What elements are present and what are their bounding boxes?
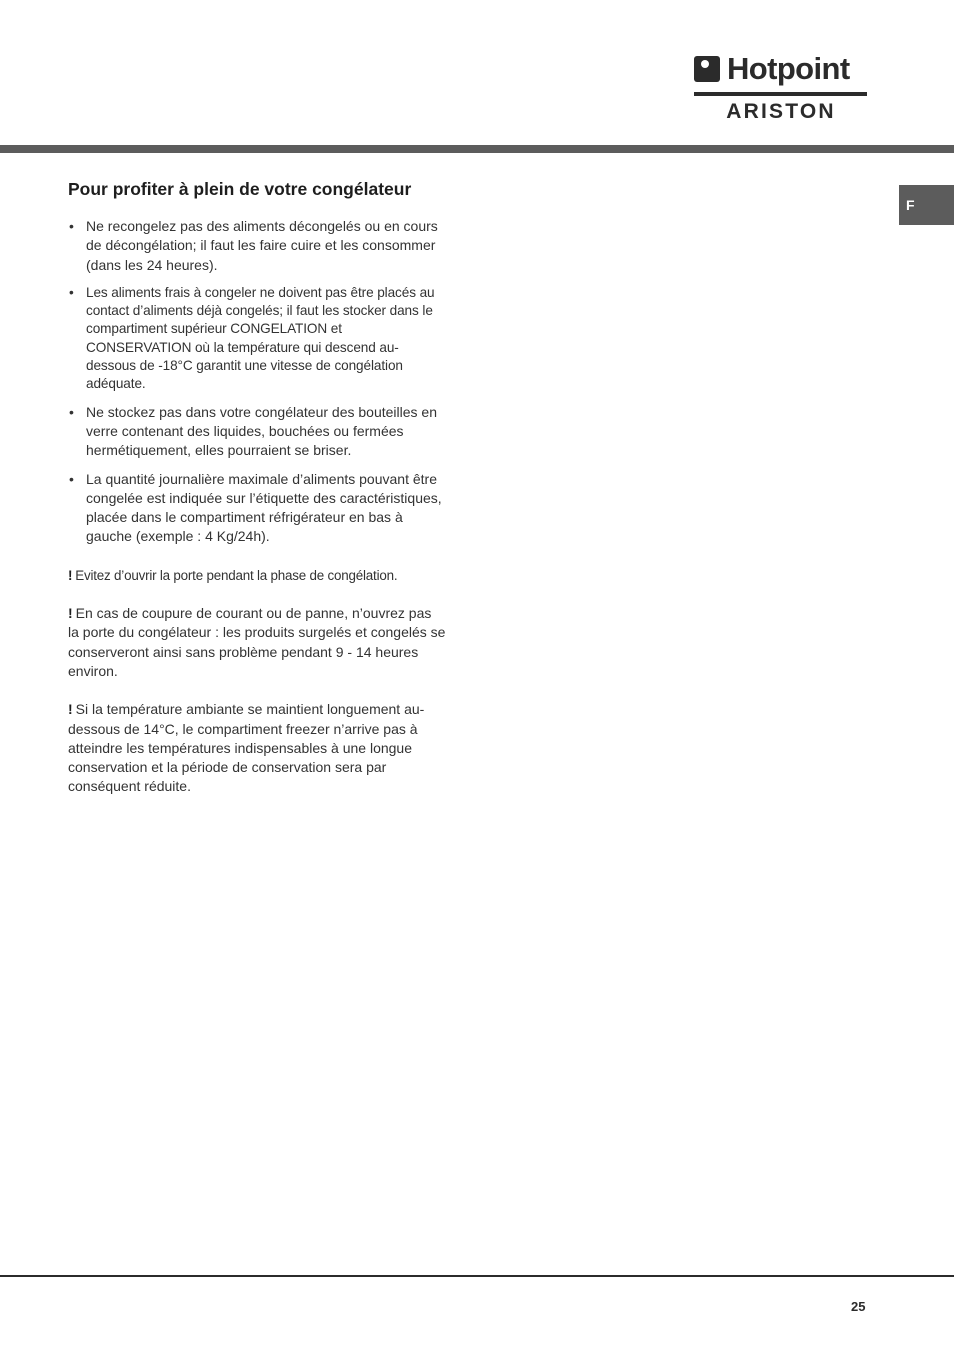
brand-logo <box>694 52 868 124</box>
warning-text: Evitez d’ouvrir la porte pendant la phase de congélation. <box>75 567 398 583</box>
page-number: 25 <box>851 1299 866 1314</box>
warning-mark: ! <box>68 605 73 622</box>
list-item: • Les aliments frais à congeler ne doivent pas être placés au contact d’aliments déjà congelés; il faut les stocker dans le compartiment supérieur CONGELATION et CONSERVATION où la température qui descend au-dessous de -18°C garantit une vitesse de congélation adéquate. <box>68 284 446 394</box>
list-item: • Ne stockez pas dans votre congélateur des bouteilles en verre contenant des liquides, bouchées ou fermées hermétiquement, elles pourraient se briser. <box>68 403 446 461</box>
logo-row <box>694 52 868 86</box>
warning-note <box>68 566 446 585</box>
list-item: • Ne recongelez pas des aliments décongelés ou en cours de décongélation; il faut les faire cuire et les consommer (dans les 24 heures). <box>68 217 446 275</box>
warning-mark: ! <box>68 701 73 718</box>
footer-rule <box>0 1275 954 1277</box>
warning-note <box>68 604 446 681</box>
warning-text: Si la température ambiante se maintient longuement au-dessous de 14°C, le compartiment freezer n’arrive pas à atteindre les températures indispensables à une longue conservation et la période de conservation sera par conséquent réduite. <box>68 701 425 795</box>
brand-sub: ARISTON <box>726 100 836 123</box>
header-band <box>0 145 954 153</box>
language-tab: F <box>899 185 954 225</box>
section-title: Pour profiter à plein de votre congélateur <box>68 179 412 199</box>
main-content <box>68 180 446 797</box>
warning-mark: ! <box>68 567 73 583</box>
bullet-list <box>68 217 446 547</box>
hotpoint-logo-icon <box>694 56 720 82</box>
list-item: • La quantité journalière maximale d’aliments pouvant être congelée est indiquée sur l’étiquette des caractéristiques, placée dans le compartiment réfrigérateur en bas à gauche (exemple : 4 Kg/24h). <box>68 470 446 547</box>
warning-text: En cas de coupure de courant ou de panne, n’ouvrez pas la porte du congélateur : les produits surgelés et congelés se conserveront ainsi sans problème pendant 9 - 14 heures environ. <box>68 605 446 679</box>
warning-note <box>68 700 446 796</box>
brand-name: Hotpoint <box>727 51 850 86</box>
logo-divider <box>694 92 867 96</box>
